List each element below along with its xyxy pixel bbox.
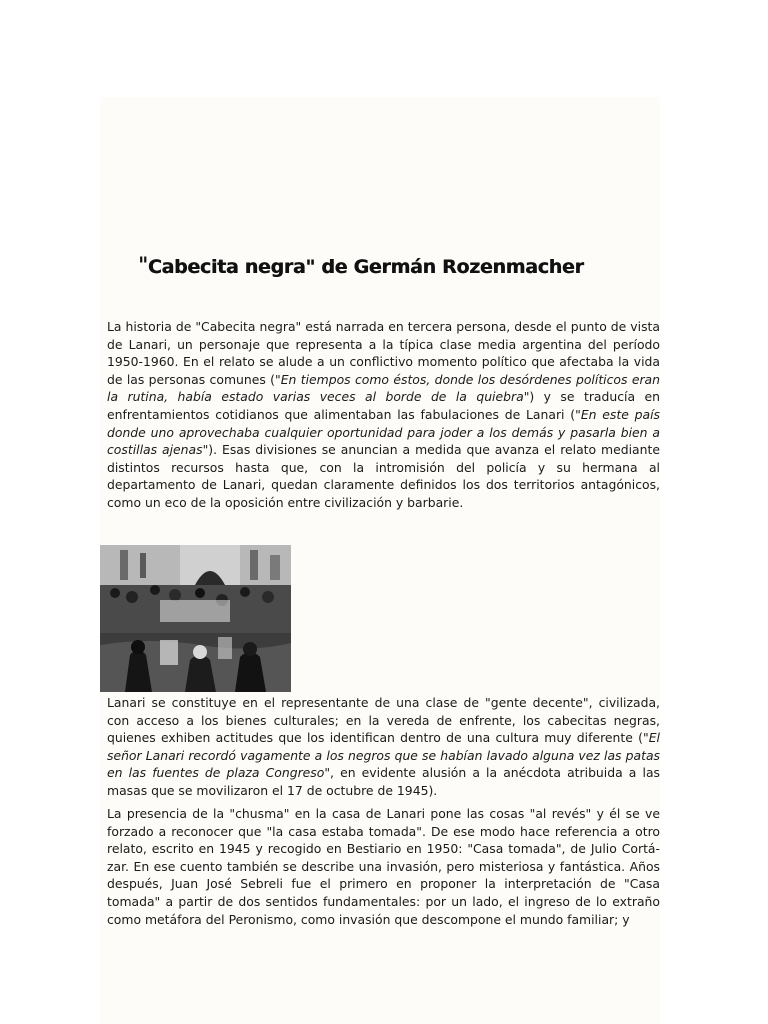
document-page — [100, 97, 660, 1024]
paragraph-2 — [107, 694, 660, 800]
title-text: Cabecita negra" de Germán Rozenmacher — [147, 256, 584, 278]
paragraph-2-text-a: Lanari se constituye en el representante de una clase de "gente decente", civilizada, con acceso a los bienes culturales; en la vereda de enfrente, los cabecitas negras, quienes exhiben actitudes que los identifican dentro de una cultura muy diferente ( — [107, 695, 660, 746]
paragraph-2-quote: "El señor Lanari recordó vagamente a los negros que se habían lavado alguna vez las patas en las fuentes de plaza Congreso — [107, 730, 660, 781]
document-title — [138, 254, 584, 279]
paragraph-1-quote-1: En tiempos como éstos, donde los desórdenes políticos eran la rutina, había estado varias veces al borde de la quiebra — [107, 371, 660, 405]
crowd-fountain-photo — [100, 545, 291, 692]
paragraph-1 — [107, 318, 660, 512]
paragraph-1-text-c: "). Esas divisiones se anuncian a medida que avanza el relato mediante distintos recursos hasta que, con la intromisión del policía y su hermana al departamento de Lanari, quedan claramente definidos los dos territorios antagónicos, como un eco de la oposición entre civilización y barbarie. — [107, 442, 660, 510]
paragraph-1-quote-2: En este país donde uno aprovechaba cualquier oportunidad para joder a los demás y pasarla bien a costillas ajenas — [107, 406, 660, 458]
title-open-quote: " — [138, 254, 148, 279]
paragraph-2-text-b: ", en evidente alusión a la anécdota atribuida a las masas que se movilizaron el 17 de octubre de 1945). — [107, 765, 660, 798]
photo-image — [100, 545, 291, 692]
paragraph-3: La presencia de la "chusma" en la casa de Lanari pone las cosas "al revés" y él se ve forzado a reconocer que "la casa estaba tomada". De ese modo hace referencia a otro relato, escrito en 1945 y recogido en Bestiario en 1950: "Casa tomada", de Julio Cortá-zar. En ese cuento también se describe una invasión, pero misteriosa y fantástica. Años después, Juan José Sebreli fue el primero en proponer la interpretación de "Casa tomada" a partir de dos sentidos fundamentales: por un lado, el ingreso de lo extraño como metáfora del Peronismo, como invasión que descompone el mundo familiar; y — [107, 806, 660, 927]
paragraph-1-text-a: La historia de "Cabecita negra" está narrada en tercera persona, desde el punto de vista de Lanari, un personaje que representa a la típica clase media argentina del período 1950-1960. En el relato se alude a un conflictivo momento político que afectaba la vida de las personas comunes (" — [107, 319, 660, 387]
paragraph-1-text-b: ") y se traducía en enfrentamientos cotidianos que alimentaban las fabulaciones de Lanari (" — [107, 389, 660, 422]
